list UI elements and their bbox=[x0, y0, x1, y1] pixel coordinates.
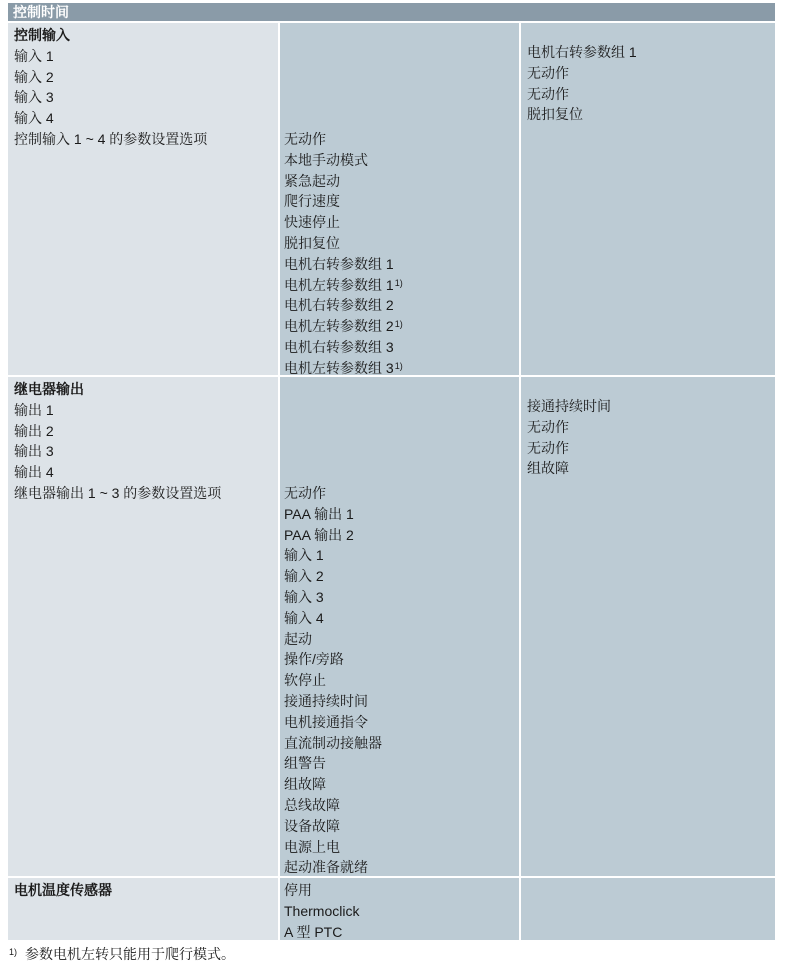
option-item: 软停止 bbox=[284, 672, 326, 689]
output-3-label: 输出 3 bbox=[14, 443, 54, 460]
option-item: 输入 1 bbox=[284, 547, 324, 564]
output-2-label: 输出 2 bbox=[14, 422, 54, 439]
option-item: 电机右转参数组 3 bbox=[284, 338, 394, 355]
control-input-labels bbox=[8, 23, 278, 375]
input-3-label: 输入 3 bbox=[14, 89, 54, 106]
motor-temp-sensor-heading: 电机温度传感器 bbox=[14, 882, 112, 898]
option-item: 操作/旁路 bbox=[284, 651, 344, 668]
motor-temp-sensor-defaults bbox=[521, 878, 775, 940]
default-value: 无动作 bbox=[527, 418, 569, 435]
option-item-footnoted bbox=[284, 316, 513, 337]
input-4-label: 输入 4 bbox=[14, 110, 54, 127]
option-item: 电机接通指令 bbox=[284, 713, 368, 730]
motor-temp-sensor-label bbox=[8, 878, 278, 940]
relay-output-heading: 继电器输出 bbox=[14, 381, 84, 397]
input-1-label: 输入 1 bbox=[14, 47, 54, 64]
output-4-label: 输出 4 bbox=[14, 464, 54, 481]
option-item: 设备故障 bbox=[284, 817, 340, 834]
option-item: 输入 4 bbox=[284, 609, 324, 626]
footnote-marker: 1) bbox=[394, 319, 403, 330]
default-value: 无动作 bbox=[527, 85, 569, 102]
footnote-marker: 1) bbox=[394, 360, 403, 371]
option-text: 电机左转参数组 1 bbox=[284, 276, 394, 293]
control-input-defaults bbox=[521, 23, 775, 375]
option-item: 电源上电 bbox=[284, 838, 340, 855]
option-item: 输入 2 bbox=[284, 568, 324, 585]
option-item-footnoted bbox=[284, 358, 513, 379]
option-item-footnoted bbox=[284, 275, 513, 296]
default-value: 组故障 bbox=[527, 460, 569, 477]
option-item: PAA 输出 2 bbox=[284, 526, 354, 543]
option-item: 无动作 bbox=[284, 131, 326, 147]
option-item: 组故障 bbox=[284, 776, 326, 793]
default-value: 无动作 bbox=[527, 439, 569, 456]
option-item: 输入 3 bbox=[284, 588, 324, 605]
option-text: 电机左转参数组 3 bbox=[284, 359, 394, 376]
option-item: A 型 PTC bbox=[284, 923, 343, 940]
relay-output-options-label: 继电器输出 1 ~ 3 的参数设置选项 bbox=[14, 484, 222, 501]
control-input-heading: 控制输入 bbox=[14, 27, 70, 43]
option-item: 接通持续时间 bbox=[284, 692, 368, 709]
option-item: 紧急起动 bbox=[284, 172, 340, 189]
relay-output-options bbox=[280, 377, 519, 876]
option-item: 起动 bbox=[284, 630, 312, 647]
option-item: 组警告 bbox=[284, 755, 326, 772]
option-item: 总线故障 bbox=[284, 796, 340, 813]
input-2-label: 输入 2 bbox=[14, 68, 54, 85]
option-item: 直流制动接触器 bbox=[284, 734, 382, 751]
default-value: 无动作 bbox=[527, 64, 569, 81]
option-item: 停用 bbox=[284, 882, 312, 898]
motor-temp-sensor-options bbox=[280, 878, 519, 940]
option-item: 无动作 bbox=[284, 485, 326, 501]
default-value: 接通持续时间 bbox=[527, 398, 611, 414]
footnote-marker: 1) bbox=[394, 277, 403, 288]
relay-output-labels bbox=[8, 377, 278, 876]
option-item: 电机右转参数组 1 bbox=[284, 255, 394, 272]
option-item: 电机右转参数组 2 bbox=[284, 297, 394, 314]
option-text: 电机左转参数组 2 bbox=[284, 318, 394, 335]
option-item: 起动准备就绪 bbox=[284, 859, 368, 876]
control-input-options bbox=[280, 23, 519, 375]
footnote bbox=[8, 944, 235, 964]
default-value: 电机右转参数组 1 bbox=[527, 44, 637, 60]
footnote-marker: 1) bbox=[9, 947, 18, 957]
footnote-text: 参数电机左转只能用于爬行模式。 bbox=[25, 946, 236, 962]
option-item: 本地手动模式 bbox=[284, 151, 368, 168]
default-value: 脱扣复位 bbox=[527, 106, 583, 123]
section-header: 控制时间 bbox=[8, 3, 775, 21]
option-item: PAA 输出 1 bbox=[284, 505, 354, 522]
option-item: 快速停止 bbox=[284, 214, 340, 231]
output-1-label: 输出 1 bbox=[14, 401, 54, 418]
relay-output-defaults bbox=[521, 377, 775, 876]
option-item: 爬行速度 bbox=[284, 193, 340, 210]
option-item: Thermoclick bbox=[284, 902, 360, 919]
option-item: 脱扣复位 bbox=[284, 234, 340, 251]
control-input-options-label: 控制输入 1 ~ 4 的参数设置选项 bbox=[14, 130, 208, 147]
